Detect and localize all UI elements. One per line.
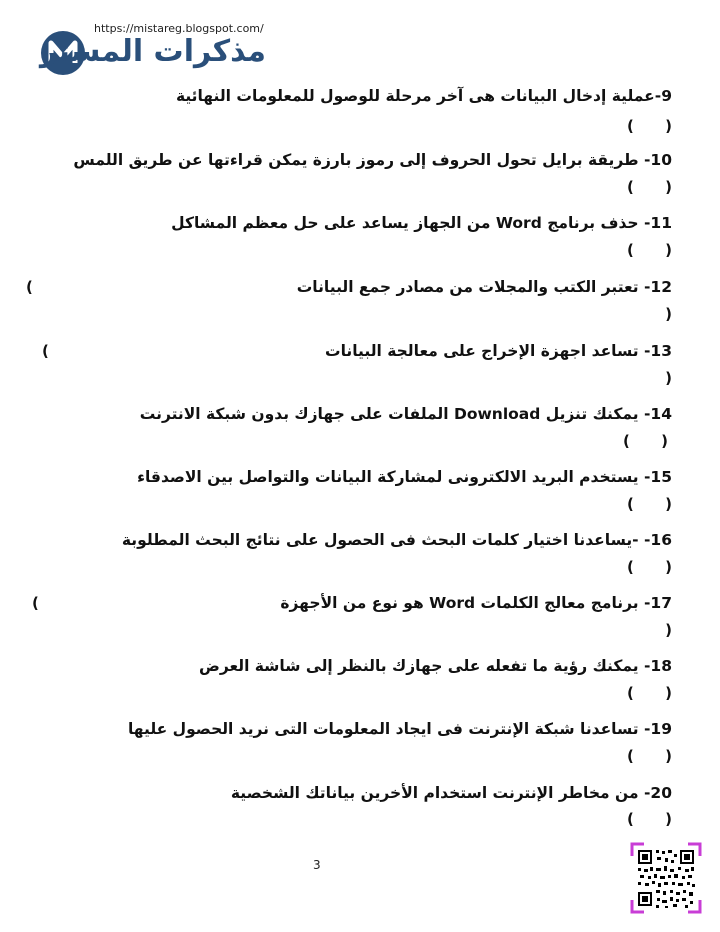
answer-close-paren[interactable]: ) [665,621,672,639]
answer-blank[interactable]: ( ) [626,684,672,702]
question-text: 14- يمكنك تنزيل Download الملفات على جهازك بدون شبكة الانترنت [139,405,672,423]
question-text: 17- برنامج معالج الكلمات Word هو نوع من الأجهزة [280,594,672,612]
answer-blank[interactable]: ( ) [626,747,672,765]
question-text: 18- يمكنك رؤية ما تفعله على جهازك بالنظر إلى شاشة العرض [199,657,672,675]
answer-blank[interactable]: ( ) [626,117,672,135]
answer-blank[interactable]: ( ) [626,178,672,196]
question-text: 19- تساعدنا شبكة الإنترنت فى ايجاد المعلومات التى نريد الحصول عليها [127,720,672,738]
question-text: 10- طريقة برايل تحول الحروف إلى رموز بارزة يمكن قراءتها عن طريق اللمس [73,151,672,169]
answer-close-paren[interactable]: ) [665,305,672,323]
site-logo [38,22,268,84]
question-text: 16- -يساعدنا اختيار كلمات البحث فى الحصول على نتائج البحث المطلوبة [121,531,672,549]
question-text: 12- تعتبر الكتب والمجلات من مصادر جمع البيانات [296,278,672,296]
answer-blank[interactable]: ( ) [626,558,672,576]
answer-open-paren[interactable]: ( [26,278,33,296]
answer-blank[interactable]: ( ) [626,810,672,828]
answer-blank[interactable]: ( ) [622,432,668,450]
answer-open-paren[interactable]: ( [32,594,39,612]
answer-blank[interactable]: ( ) [626,495,672,513]
answer-open-paren[interactable]: ( [42,342,49,360]
page-number: 3 [313,858,321,872]
brand-name: مذكرات المستر [40,34,266,69]
question-text: 20- من مخاطر الإنترنت استخدام الأخرين بياناتك الشخصية [230,784,672,802]
qr-code-icon[interactable] [630,842,702,914]
question-text: 11- حذف برنامج Word من الجهاز يساعد على حل معظم المشاكل [171,214,672,232]
question-text: 15- يستخدم البريد الالكترونى لمشاركة البيانات والتواصل بين الاصدقاء [137,468,672,486]
question-text: 13- تساعد اجهزة الإخراج على معالجة البيانات [325,342,672,360]
site-url[interactable]: https://mistareg.blogspot.com/ [94,22,264,35]
answer-close-paren[interactable]: ) [665,369,672,387]
answer-blank[interactable]: ( ) [626,241,672,259]
question-text: 9-عملية إدخال البيانات هى آخر مرحلة للوصول للمعلومات النهائية [175,87,672,105]
